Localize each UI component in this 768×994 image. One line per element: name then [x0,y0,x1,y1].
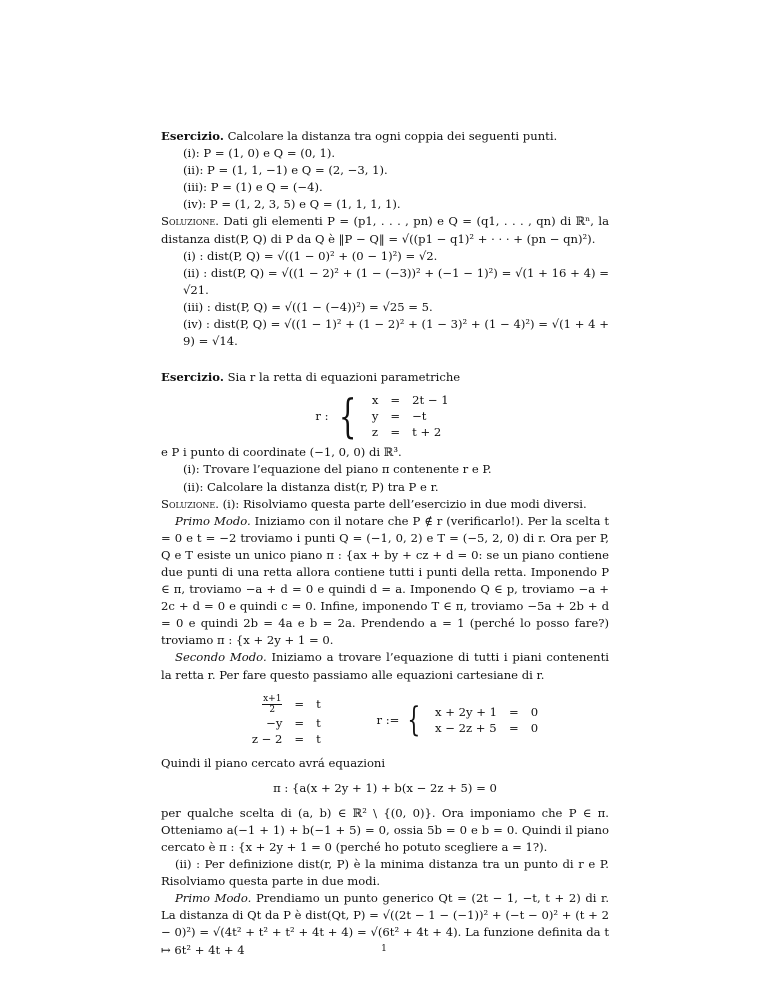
solution-intro: (i): Risolviamo questa parte dell’esercizio in due modi diversi. [222,496,587,511]
exercise-2-statement [161,369,609,386]
solution-2-intro [161,496,609,513]
method-label: Primo Modo. [175,891,252,906]
system-label: r : [315,408,329,423]
eq-lhs [246,694,289,715]
exercise-heading: Esercizio. [161,370,224,385]
fraction-numerator: x+1 [263,693,282,704]
list-item: (i): P = (1, 0) e Q = (0, 1). [183,146,336,161]
method-text: Prendiamo un punto generico Qt = (2t − 1, −t, t + 2) di r. La distanza di Qt da P è dist(Qt, P) = √((2t − 1 − (−1))² + (−t − 0)² + (t + 2 − 0)²) = √(4t² + t² + t² + 4t + 4) = √(6t² + 4t + 4). La funzione definita da t ↦ 6t² + 4t + 4 [161,891,610,957]
solution-1-lines [161,248,609,351]
list-item: (iii): P = (1) e Q = (−4). [183,180,323,195]
cartesian-system [376,700,545,741]
method-text: Iniziamo a trovare l’equazione di tutti i piani contenenti la retta r. Per fare questo passiamo alle equazioni cartesiane di r. [161,650,610,682]
eq-sign: = [509,721,519,736]
after-system-text: e P i punto di coordinate (−1, 0, 0) di ℝ³. [161,445,402,460]
after-pencil-text: per qualche scelta di (a, b) ∈ ℝ² \ {(0, 0)}. Ora imponiamo che P ∈ π. Otteniamo a(−1 + 1) + b(−1 + 5) = 0, ossia 5b = 0 e b = 0. Quindi il piano cercato è π : {x + 2y + 1 = 0 (perché ho potuto scegliere a = 1?). [161,805,609,854]
exercise-2-items [161,461,609,495]
list-item: (ii): Calcolare la distanza dist(r, P) tra P e r. [183,479,439,494]
fraction [262,694,282,715]
eq-lhs: x [371,393,379,408]
eq-rhs: t [316,697,321,712]
cartesian-systems [221,694,569,747]
page-number: 1 [381,944,387,954]
system-label: r := [376,712,400,727]
eq-sign: = [294,731,305,746]
list-item: (ii): P = (1, 1, −1) e Q = (2, −3, 1). [183,163,388,178]
solution-line: (ii) : dist(P, Q) = √((1 − 2)² + (1 − (−3))² + (−1 − 1)²) = √(1 + 16 + 4) = √21. [183,265,609,297]
eq-lhs: x + 2y + 1 [435,705,498,720]
eq-rhs: −t [412,409,427,424]
eq-lhs: y [371,409,379,424]
fraction-denominator: 2 [269,704,276,715]
eq-rhs: 0 [530,705,539,720]
parametric-system [161,389,609,444]
system-table [366,392,455,440]
solution-label: Soluzione. [161,496,219,511]
spacer [161,350,609,369]
solution-1-text [161,213,609,247]
solution-line: (i) : dist(P, Q) = √((1 − 0)² + (0 − 1)²) = √2. [183,248,438,263]
eq-sign: = [294,697,305,712]
pencil-equation: π : {a(x + 2y + 1) + b(x − 2z + 5) = 0 [273,780,497,795]
eq-sign: = [294,715,305,730]
eq-rhs: t [316,715,321,730]
exercise-heading: Esercizio. [161,129,224,143]
eq-sign: = [390,409,401,424]
solution-label: Soluzione. [161,214,219,229]
solution-intro: Dati gli elementi P = (p1, . . . , pn) e Q = (q1, . . . , qn) di ℝⁿ, la distanza dist(P, Q) di P da Q è ‖P − Q‖ = √((p1 − q1)² + · · · + (pn − qn)²). [161,214,610,246]
part-ii-text: (ii) : Per definizione dist(r, P) è la minima distanza tra un punto di r e P. Risolviamo questa parte in due modi. [161,857,609,889]
quindi-text: Quindi il piano cercato avrá equazioni [161,755,386,770]
method-label: Primo Modo. [175,513,251,528]
exercise-1-statement [161,128,609,145]
list-item: (iv): P = (1, 2, 3, 5) e Q = (1, 1, 1, 1). [183,197,401,212]
eq-rhs: t + 2 [412,425,442,440]
eq-lhs: −y [266,715,283,730]
brace-symbol: { [407,700,421,741]
primo-modo-paragraph [161,513,609,650]
method-label: Secondo Modo. [175,650,267,665]
method-text: Iniziamo con il notare che P ∉ r (verificarlo!). Per la scelta t = 0 e t = −2 troviamo i punti Q = (−1, 0, 2) e T = (−5, 2, 0) di r. Ora per P, Q e T esiste un unico piano π : {ax + by + cz + d = 0: se un piano contiene due punti di una retta allora contiene tutti i punti della retta. Imponendo P ∈ π, troviamo −a + d = 0 e quindi d = a. Imponendo Q ∈ p, troviamo −a + 2c + d = 0 e quindi c = 0. Infine, imponendo T ∈ π, troviamo −5a + 2b + d = 0 e quindi 2b = 4a e b = 2a. Prendendo a = 1 (perché lo posso fare?) troviamo π : {x + 2y + 1 = 0. [161,513,610,648]
exercise-1-items [161,145,609,213]
brace-symbol: { [338,389,356,444]
eq-sign: = [390,393,401,408]
solution-line: (iv) : dist(P, Q) = √((1 − 1)² + (1 − 2)² + (1 − 3)² + (1 − 4)²) = √(1 + 4 + 9) = √14. [183,317,609,349]
secondo-modo-paragraph [161,649,609,683]
eq-lhs: z [371,425,378,440]
exercise-intro: Calcolare la distanza tra ogni coppia dei seguenti punti. [227,129,558,143]
system-table [429,704,544,736]
page-content [161,128,609,959]
eq-sign: = [390,425,401,440]
eq-rhs: 2t − 1 [412,393,449,408]
solution-line: (iii) : dist(P, Q) = √((1 − (−4))²) = √25 = 5. [183,299,433,314]
symmetric-equations [246,694,327,747]
exercise-intro: Sia r la retta di equazioni parametriche [227,370,461,385]
eq-lhs: z − 2 [251,731,283,746]
eq-lhs: x − 2z + 5 [435,721,497,736]
list-item: (i): Trovare l’equazione del piano π contenente r e P. [183,462,492,477]
eq-rhs: 0 [530,721,539,736]
eq-sign: = [509,705,519,720]
eq-rhs: t [316,731,321,746]
